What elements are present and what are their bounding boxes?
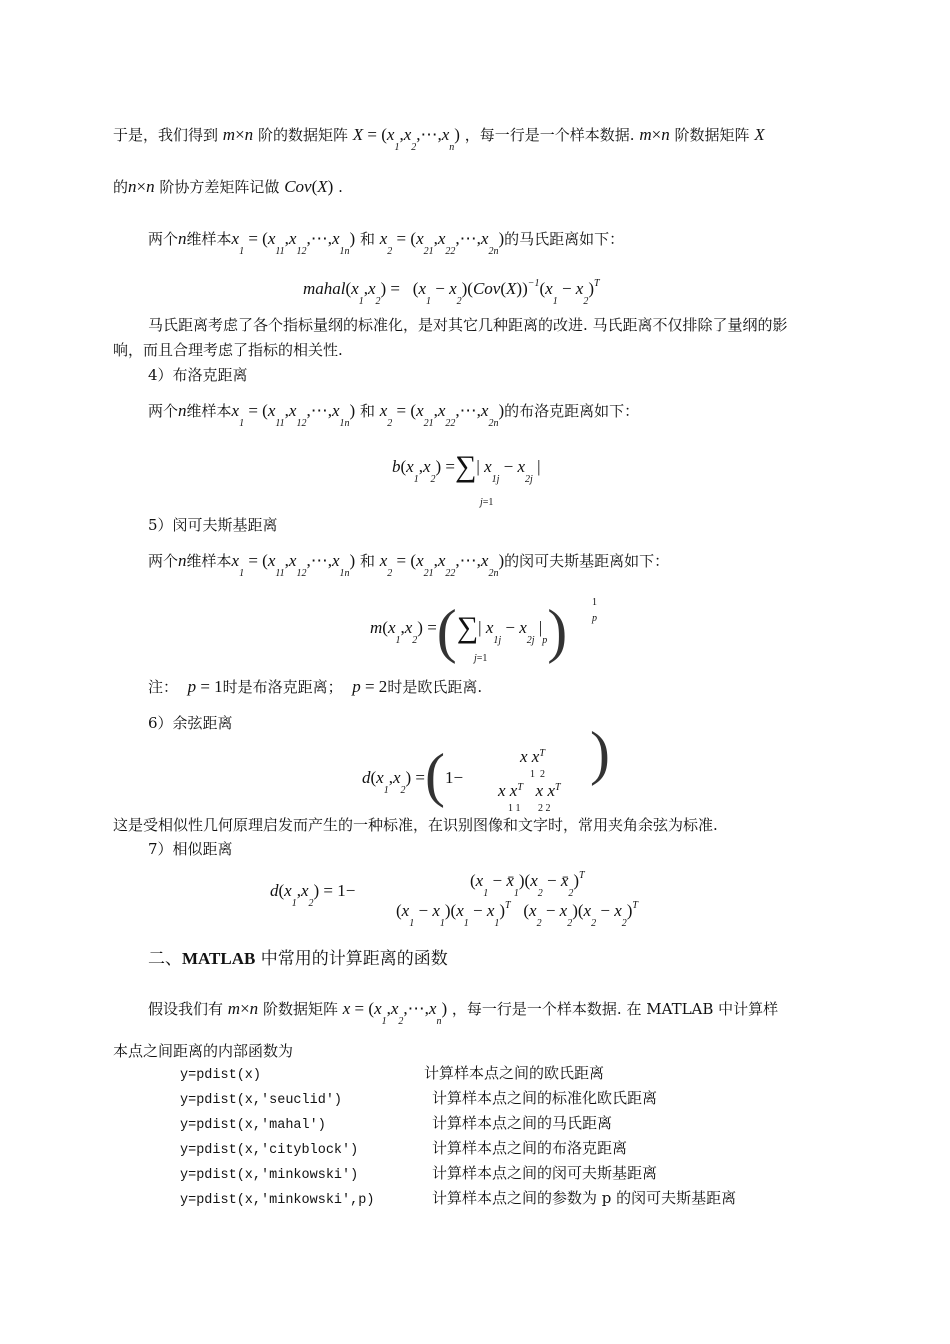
function-desc: 计算样本点之间的马氏距离	[432, 1114, 613, 1132]
heading-brock: 4）布洛克距离	[148, 366, 248, 384]
maha-desc1: 马氏距离考虑了各个指标量纲的标准化，是对其它几种距离的改进. 马氏距离不仅排除了量纲的影	[148, 316, 788, 334]
formula-mxn: m	[222, 125, 236, 144]
formula-mahal: $mahal(x_1,x_2)$ = $(x_1 - x_2)(Cov(X))^{-1}(x_1 - x_2)^T$	[303, 278, 600, 307]
function-row: y=pdist(x,'minkowski')	[180, 1168, 359, 1183]
heading-minkowski: 5）闵可夫斯基距离	[148, 516, 278, 534]
maha-intro: 两个n维样本$x_1$ = $(x_{11},x_{12},\cdots,x_{1n})$ 和 $x_2$ = $(x_{21},x_{22},\cdots,x_{2n})$的马氏距离如下：	[148, 229, 625, 257]
function-row: y=pdist(x)	[180, 1068, 262, 1083]
function-desc: 计算样本点之间的欧氏距离	[424, 1064, 605, 1082]
function-desc: 计算样本点之间的闵可夫斯基距离	[432, 1164, 658, 1182]
brock-intro: 两个n维样本$x_1$ = $(x_{11},x_{12},\cdots,x_{1n})$ 和 $x_2$ = $(x_{21},x_{22},\cdots,x_{2n})$的布洛克距离如下：	[148, 401, 640, 429]
formula-brock: $b(x_1,x_2)$ =∑| $x_{1j} - x_{2j}$ | j=1	[392, 450, 541, 508]
function-desc: 计算样本点之间的布洛克距离	[432, 1139, 628, 1157]
para1-line2: 的n×n 阶协方差矩阵记做 Cov(X) .	[113, 177, 343, 196]
function-desc: 计算样本点之间的标准化欧氏距离	[432, 1089, 658, 1107]
function-row: y=pdist(x,'minkowski',p)	[180, 1193, 375, 1208]
minkowski-intro: 两个n维样本$x_1$ = $(x_{11},x_{12},\cdots,x_{1n})$ 和 $x_2$ = $(x_{21},x_{22},\cdots,x_{2n})$的闵可夫斯基距离如下：	[148, 551, 670, 579]
section-heading-matlab: 二、MATLAB 中常用的计算距离的函数	[148, 949, 448, 969]
formula-correlation: $d(x_1,x_2) = 1-$ ($x_1$ − $x̄_1)(x_2$ − $x̄_2)^T$ $(x_1 - x_1)(x_1 - x_1)^T$ $(x_2 - x_2)(x_2 - x_2)^T$	[270, 870, 638, 929]
formula-matrix-X: $X = (x_1,x_2,\cdots,x_n)$	[352, 125, 460, 153]
heading-cosine: 6）余弦距离	[148, 714, 233, 732]
function-row: y=pdist(x,'cityblock')	[180, 1143, 359, 1158]
para2-line2: 本点之间距离的内部函数为	[113, 1042, 294, 1060]
formula-cosine: $d(x_1,x_2) =(1-$ x $x^T$ 1 2 x $x^T$ x $x^T$ 1 1 2 2 )	[362, 720, 610, 814]
function-desc: 计算样本点之间的参数为 p 的闵可夫斯基距离	[432, 1189, 737, 1207]
minkowski-note: 注： p = 1时是布洛克距离； p = 2时是欧氏距离.	[148, 677, 483, 696]
function-row: y=pdist(x,'mahal')	[180, 1118, 326, 1133]
heading-correlation: 7）相似距离	[148, 840, 233, 858]
formula-cov: Cov(X)	[284, 177, 334, 196]
function-row: y=pdist(x,'seuclid')	[180, 1093, 343, 1108]
formula-minkowski: $m(x_1,x_2)$ =(∑| $x_{1j} - x_{2j}$ $|_p$) j=1 1 p	[370, 597, 597, 664]
maha-desc2: 响，而且合理考虑了指标的相关性.	[113, 341, 343, 359]
cosine-desc: 这是受相似性几何原理启发而产生的一种标准，在识别图像和文字时，常用夹角余弦为标准.	[113, 816, 718, 834]
para2-line1: 假设我们有 m×n 阶数据矩阵 $x = (x_1,x_2,\cdots,x_n)$ ，每一行是一个样本数据. 在 MATLAB 中计算样	[148, 999, 779, 1027]
para1-line1: 于是，我们得到 m×n 阶的数据矩阵 $X = (x_1,x_2,\cdots,x_n)$ ，每一行是一个样本数据. m×n 阶数据矩阵 X	[113, 125, 765, 153]
